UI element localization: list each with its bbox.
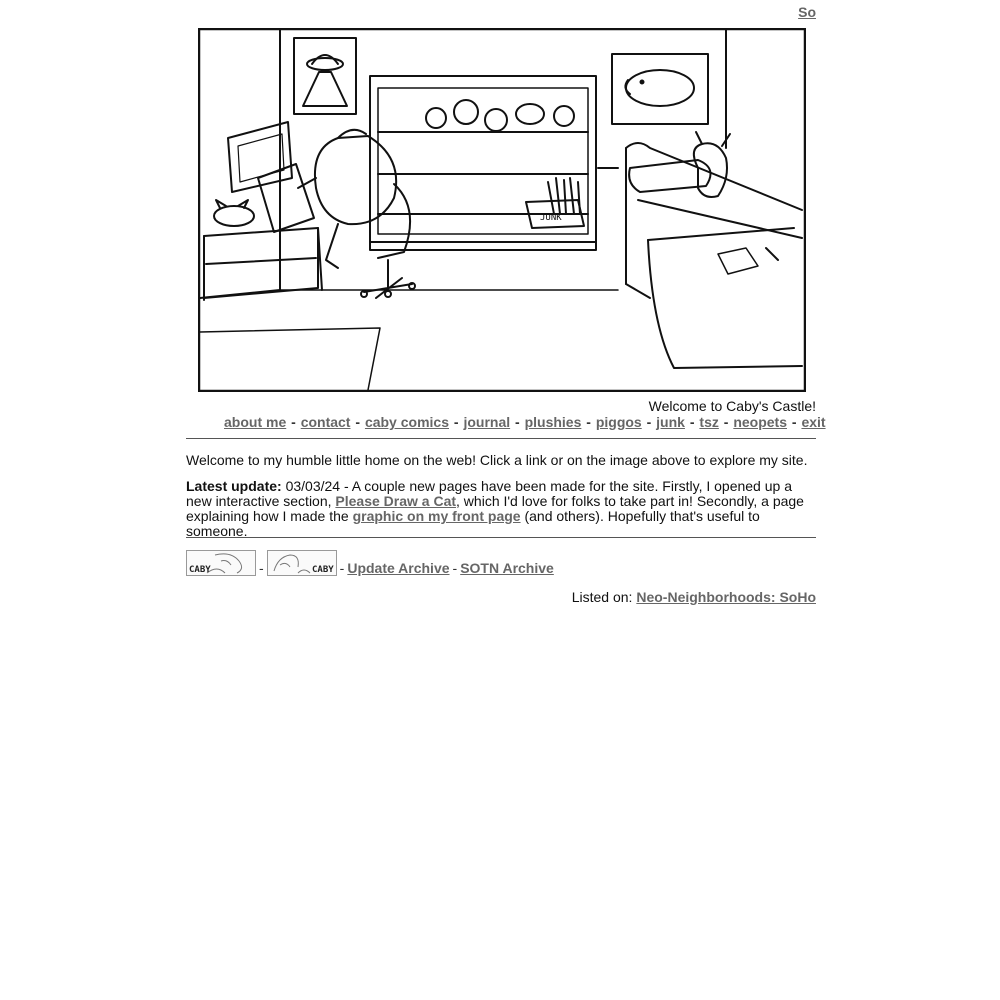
nav-separator: - (791, 414, 797, 430)
nav-separator: - (586, 414, 591, 430)
nav-exit[interactable]: exit (801, 414, 826, 430)
footer-separator: - (259, 560, 264, 576)
nav-tsz[interactable]: tsz (699, 414, 719, 430)
hero-caption: Welcome to Caby's Castle! (648, 398, 816, 414)
caby-button-1[interactable] (186, 550, 256, 576)
nav-separator: - (515, 414, 520, 430)
please-draw-a-cat-link[interactable]: Please Draw a Cat (335, 493, 457, 509)
footer-separator: - (339, 560, 345, 576)
main-nav (224, 414, 826, 430)
listed-prefix: Listed on: (571, 589, 637, 605)
nav-junk[interactable]: junk (656, 414, 685, 430)
latest-update (186, 479, 816, 539)
nav-about-me[interactable]: about me (224, 414, 287, 430)
caby-button-1-label: CABY (189, 565, 211, 575)
divider (186, 438, 816, 439)
intro-text: Welcome to my humble little home on the web! Click a link or on the image above to explore my site. (186, 452, 808, 468)
front-page-graphic-link[interactable]: graphic on my front page (352, 508, 521, 524)
nav-separator: - (646, 414, 652, 430)
neo-neighborhoods-link[interactable]: Neo-Neighborhoods: SoHo (636, 589, 816, 605)
nav-plushies[interactable]: plushies (524, 414, 582, 430)
nav-separator: - (453, 414, 459, 430)
caby-button-2-label: CABY (311, 565, 334, 575)
footer-links (186, 550, 554, 576)
update-text-3: (and others). Hopefully that's useful to someone. (186, 508, 760, 539)
update-text-2: , which I'd love for folks to take part in! Secondly, a page explaining how I made the (186, 493, 804, 524)
nav-journal[interactable]: journal (463, 414, 511, 430)
castle-room-image[interactable] (198, 28, 806, 392)
nav-caby-comics[interactable]: caby comics (364, 414, 449, 430)
sotn-archive-link[interactable]: SOTN Archive (460, 560, 554, 576)
nav-separator: - (291, 414, 296, 430)
nav-separator: - (355, 414, 361, 430)
nav-contact[interactable]: contact (300, 414, 351, 430)
footer-separator: - (452, 560, 458, 576)
listed-on (572, 589, 816, 605)
update-text-1: 03/03/24 - A couple new pages have been made for the site. Firstly, I opened up a new interactive section, (186, 478, 792, 509)
junk-box-label: JUNK (540, 213, 562, 223)
nav-separator: - (689, 414, 695, 430)
caby-button-2[interactable] (267, 550, 337, 576)
divider (186, 537, 816, 538)
nav-separator: - (723, 414, 729, 430)
update-archive-link[interactable]: Update Archive (347, 560, 450, 576)
nav-neopets[interactable]: neopets (733, 414, 787, 430)
nav-piggos[interactable]: piggos (595, 414, 642, 430)
update-heading: Latest update: (186, 478, 282, 494)
soho-corner-link[interactable]: So (798, 4, 816, 20)
